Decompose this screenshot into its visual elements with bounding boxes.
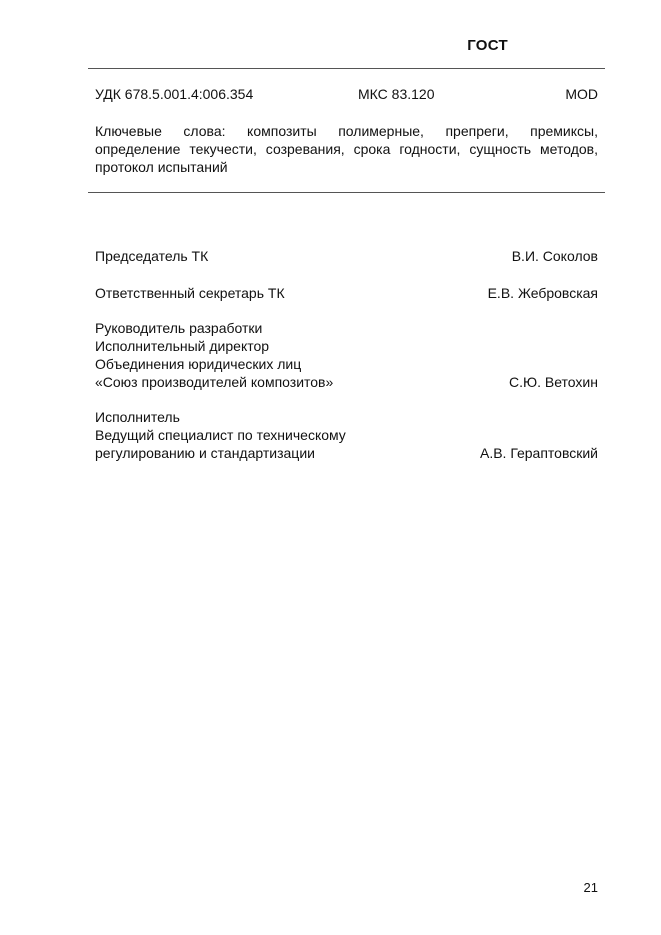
signature-role-line: Исполнительный директор <box>95 338 270 354</box>
mks-code: МКС 83.120 <box>358 86 435 102</box>
document-standard-title: ГОСТ <box>467 37 508 54</box>
signature-role-line: Ответственный секретарь ТК <box>95 285 285 301</box>
mod-marker: MOD <box>565 86 598 102</box>
classification-codes <box>95 86 598 104</box>
top-divider <box>88 68 605 69</box>
signature-row-secretary <box>95 284 598 302</box>
signature-role-line: Ведущий специалист по техническому <box>95 427 346 443</box>
signature-role-line: Объединения юридических лиц <box>95 356 302 372</box>
signature-name: А.В. Гераптовский <box>479 445 598 461</box>
signature-role-line: Исполнитель <box>95 409 180 425</box>
bottom-divider <box>88 192 605 193</box>
keywords-paragraph: Ключевые слова: композиты полимерные, препреги, премиксы, определение текучести, созревания, срока годности, сущность методов, протокол испытаний <box>95 123 598 175</box>
signature-name: С.Ю. Ветохин <box>508 374 598 390</box>
udk-code: УДК 678.5.001.4:006.354 <box>95 86 254 102</box>
signature-role-line: регулированию и стандартизации <box>95 445 315 461</box>
signature-role-line: Руководитель разработки <box>95 320 263 336</box>
signature-row-executor <box>95 408 598 462</box>
signature-row-chairman <box>95 247 598 265</box>
signature-role-line: «Союз производителей композитов» <box>95 374 334 390</box>
signature-role-line: Председатель ТК <box>95 248 209 264</box>
signature-name: Е.В. Жебровская <box>487 285 598 301</box>
signature-name: В.И. Соколов <box>511 248 598 264</box>
signature-row-development-lead <box>95 319 598 391</box>
page-number: 21 <box>583 880 598 895</box>
